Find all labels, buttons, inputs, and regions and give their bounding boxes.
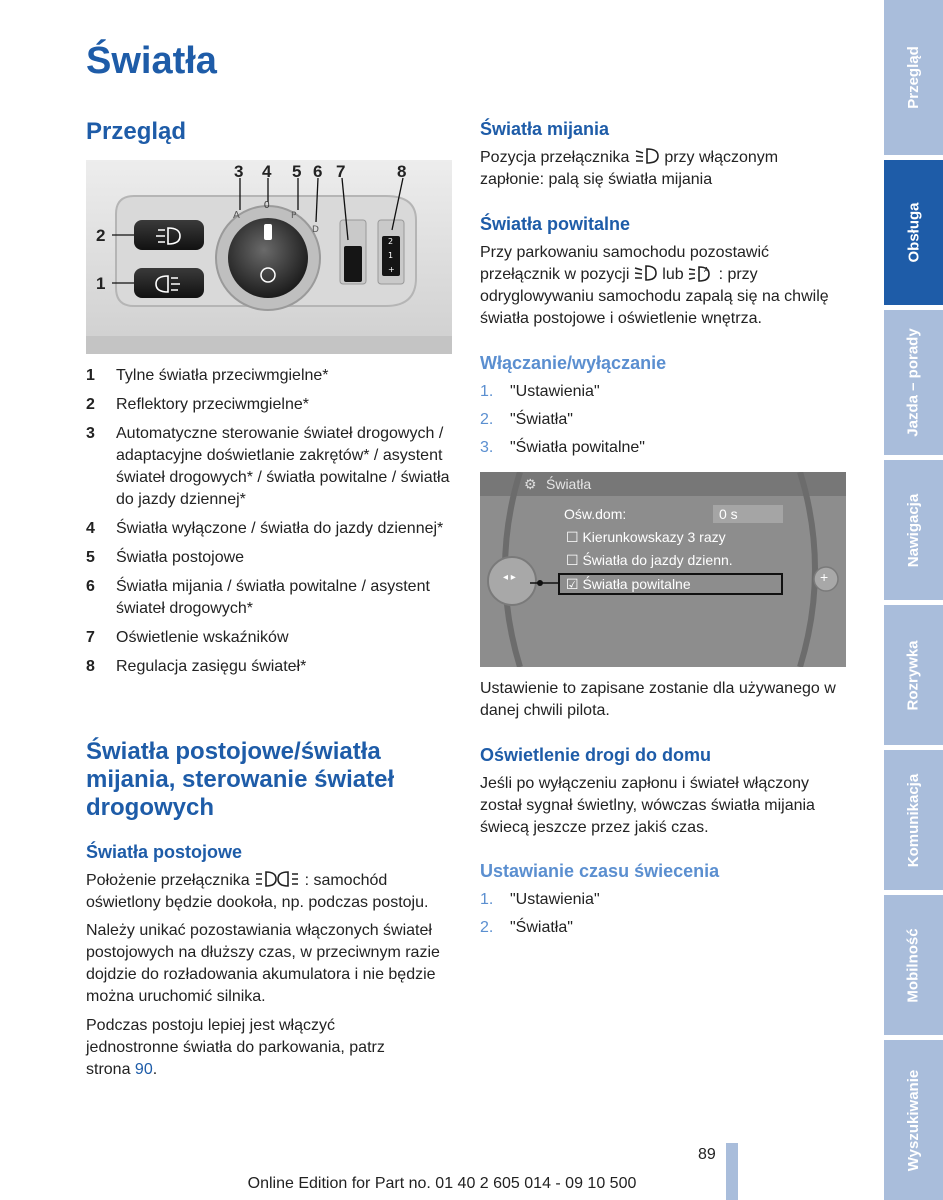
section-heading: Światła postojowe/światła mijania, sterowanie świateł drogowych: [86, 738, 395, 821]
svg-text:A: A: [233, 210, 240, 221]
checkbox-unchecked-icon: ☐: [566, 529, 579, 545]
callout-1: 1: [96, 274, 106, 293]
tab-mobilnosc[interactable]: Mobilność: [884, 895, 943, 1035]
dashboard-dimmer-wheel: [344, 246, 362, 282]
tab-nawigacja[interactable]: Nawigacja: [884, 460, 943, 600]
chapter-sidebar: [884, 0, 943, 1200]
checkbox-checked-icon: ☑: [566, 576, 579, 592]
legend-item: 4 Światła wyłączone / światła do jazdy dziennej*: [86, 520, 444, 537]
page-title: Światła: [86, 40, 217, 82]
welcome-lights-heading: Światła powitalne: [480, 214, 631, 234]
step-item: 1. "Ustawienia": [480, 891, 600, 908]
callout-2: 2: [96, 226, 106, 245]
fog-light-button: [134, 220, 204, 250]
overview-heading: Przegląd: [86, 118, 187, 145]
callout-3: 3: [234, 162, 244, 181]
legend-item: 5 Światła postojowe: [86, 549, 245, 566]
legend-item: 3 Automatyczne sterowanie świateł drogowych / adaptacyjne doświetlanie zakrętów* / asystent świateł drogowych* / światła powitalne / światła do jazdy dziennej*: [86, 425, 450, 508]
svg-text:P: P: [291, 211, 297, 221]
callout-4: 4: [262, 162, 272, 181]
step-item: 2. "Światła": [480, 919, 573, 936]
parking-paragraph-2: Należy unikać pozostawiania włączonych świateł postojowych na dłuższy czas, w przeciwnym razie dojdzie do rozładowania akumulatora i nie będzie można uruchomić silnika.: [86, 922, 440, 1005]
tab-jazda-porady[interactable]: Jazda – porady: [884, 310, 943, 455]
option-turn-signal[interactable]: ☐ Kierunkowskazy 3 razy: [566, 529, 726, 545]
auto-light-icon: [688, 264, 714, 282]
screen-decoration: [480, 472, 846, 667]
home-lighting-heading: Oświetlenie drogi do domu: [480, 745, 712, 765]
step-item: 2. "Światła": [480, 411, 573, 428]
on-off-heading: Włączanie/wyłączanie: [480, 353, 667, 373]
step-item: 1. "Ustawienia": [480, 383, 600, 400]
controller-arrows-icon: ◂ ▸: [503, 572, 516, 583]
on-off-steps: [480, 381, 840, 465]
rear-fog-button: [134, 268, 204, 298]
screen-title: Światła: [546, 476, 592, 492]
legend-item: 2 Reflektory przeciwmgielne*: [86, 396, 309, 413]
legend-item: 1 Tylne światła przeciwmgielne*: [86, 367, 329, 384]
home-lighting-paragraph: Jeśli po wyłączeniu zapłonu i świateł włączony został sygnał świetlny, wówczas światła mijania świecą jeszcze przez jakiś czas.: [480, 775, 815, 836]
option-daytime-lights[interactable]: ☐ Światła do jazdy dzienn.: [566, 552, 733, 568]
settings-icon: ⚙: [524, 476, 537, 492]
welcome-duration-label: Ośw.dom:: [564, 506, 627, 522]
duration-heading: Ustawianie czasu świecenia: [480, 861, 720, 881]
legend-list: [86, 365, 456, 685]
page-link[interactable]: 90: [134, 1061, 153, 1078]
parking-paragraph-3: Podczas postoju lepiej jest włączyć jednostronne światła do parkowania, patrz strona 90.: [86, 1017, 385, 1078]
dipped-beam-heading: Światła mijania: [480, 119, 610, 139]
legend-item: 7 Oświetlenie wskaźników: [86, 629, 289, 646]
low-beam-icon: [634, 264, 658, 282]
legend-item: 8 Regulacja zasięgu świateł*: [86, 658, 307, 675]
svg-text:+: +: [388, 265, 395, 274]
duration-steps: [480, 889, 840, 945]
parking-paragraph-1: Położenie przełącznika : samochód oświetlony będzie dookoła, np. podczas postoju.: [86, 872, 429, 911]
dipped-beam-paragraph: Pozycja przełącznika przy włączonym zapłonie: palą się światła mijania: [480, 149, 779, 188]
callout-6: 6: [313, 162, 323, 181]
parking-lights-icon: [254, 870, 300, 888]
idrive-screen: [480, 472, 846, 667]
parking-lights-heading: Światła postojowe: [86, 842, 243, 862]
svg-text:D: D: [312, 225, 319, 235]
tab-obsluga[interactable]: Obsługa: [884, 160, 943, 305]
svg-text:A: A: [704, 266, 709, 274]
page-number: 89: [698, 1146, 716, 1163]
dial-zero-label: 0: [264, 200, 270, 211]
callout-7: 7: [336, 162, 346, 181]
light-switch-figure: [86, 160, 452, 354]
welcome-duration-value[interactable]: 0 s: [713, 505, 783, 523]
callout-8: 8: [397, 162, 407, 181]
footer: Online Edition for Part no. 01 40 2 605 014 - 09 10 500: [247, 1175, 637, 1192]
welcome-lights-paragraph: Przy parkowaniu samochodu pozostawić przełącznik w pozycji lub A : przy odryglowywaniu samochodu zapalą się na chwilę światła postojowe i oświetlenie wnętrza.: [480, 244, 829, 327]
step-item: 3. "Światła powitalne": [480, 439, 645, 456]
screen-caption: Ustawienie to zapisane zostanie dla używanego w danej chwili pilota.: [480, 680, 836, 719]
callout-5: 5: [292, 162, 302, 181]
checkbox-unchecked-icon: ☐: [566, 552, 579, 568]
tab-przeglad[interactable]: Przegląd: [884, 0, 943, 155]
svg-text:2: 2: [388, 237, 394, 246]
legend-item: 6 Światła mijania / światła powitalne / asystent świateł drogowych*: [86, 578, 430, 617]
svg-text:1: 1: [388, 251, 394, 260]
tab-rozrywka[interactable]: Rozrywka: [884, 605, 943, 745]
tab-komunikacja[interactable]: Komunikacja: [884, 750, 943, 890]
plus-icon[interactable]: +: [820, 569, 829, 585]
tab-wyszukiwanie[interactable]: Wyszukiwanie: [884, 1040, 943, 1200]
low-beam-icon: [634, 147, 660, 165]
option-welcome-lights[interactable]: ☑ Światła powitalne: [558, 573, 783, 595]
